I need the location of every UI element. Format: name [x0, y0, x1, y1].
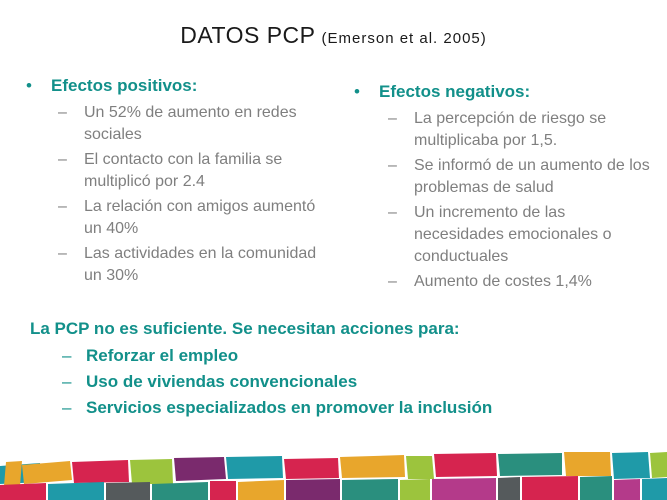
- list-item-text: El contacto con la familia se multiplicó por 2.4: [84, 151, 283, 190]
- positive-heading: Efectos positivos:: [51, 76, 198, 95]
- list-item: [62, 395, 650, 421]
- dash-icon: –: [62, 398, 72, 417]
- list-item-text: Un 52% de aumento en redes sociales: [84, 104, 297, 143]
- negative-effects-column: [354, 82, 654, 296]
- list-item-text: Un incremento de las necesidades emocionales o conductuales: [414, 204, 612, 265]
- title-main: DATOS PCP: [180, 22, 316, 48]
- list-item: [382, 108, 654, 152]
- dash-icon: –: [58, 151, 67, 168]
- list-item: [52, 243, 326, 287]
- slide-title: [0, 22, 667, 49]
- list-item-text: La percepción de riesgo se multiplicaba por 1,5.: [414, 110, 607, 149]
- title-citation: (Emerson et al. 2005): [321, 30, 487, 47]
- dash-icon: –: [62, 372, 72, 391]
- negative-heading: Efectos negativos:: [379, 82, 531, 101]
- bullet-icon: •: [354, 82, 360, 101]
- dash-icon: –: [58, 104, 67, 121]
- actions-lead: La PCP no es suficiente. Se necesitan acciones para:: [30, 319, 460, 338]
- list-item: [382, 271, 654, 293]
- list-item-text: Uso de viviendas convencionales: [86, 372, 358, 391]
- dash-icon: –: [388, 157, 397, 174]
- list-item: [52, 102, 326, 146]
- dash-icon: –: [58, 198, 67, 215]
- decorative-tile-border: [0, 448, 667, 500]
- negative-list: [382, 108, 654, 293]
- positive-list: [52, 102, 326, 287]
- dash-icon: –: [62, 346, 72, 365]
- bullet-icon: •: [26, 76, 32, 95]
- dash-icon: –: [388, 204, 397, 221]
- positive-heading-row: [26, 76, 326, 96]
- dash-icon: –: [388, 273, 397, 290]
- list-item: [382, 202, 654, 268]
- dash-icon: –: [388, 110, 397, 127]
- negative-heading-row: [354, 82, 654, 102]
- list-item: [52, 149, 326, 193]
- list-item: [382, 155, 654, 199]
- positive-effects-column: [26, 76, 326, 290]
- list-item-text: Aumento de costes 1,4%: [414, 273, 592, 290]
- dash-icon: –: [58, 245, 67, 262]
- actions-section: [30, 319, 650, 421]
- list-item-text: Las actividades en la comunidad un 30%: [84, 245, 317, 284]
- list-item: [62, 343, 650, 369]
- list-item-text: Reforzar el empleo: [86, 346, 239, 365]
- list-item: [52, 196, 326, 240]
- list-item-text: Servicios especializados en promover la inclusión: [86, 398, 493, 417]
- tile-strip: [0, 452, 667, 500]
- list-item-text: La relación con amigos aumentó un 40%: [84, 198, 316, 237]
- actions-list: [30, 343, 650, 421]
- list-item-text: Se informó de un aumento de los problemas de salud: [414, 157, 650, 196]
- list-item: [62, 369, 650, 395]
